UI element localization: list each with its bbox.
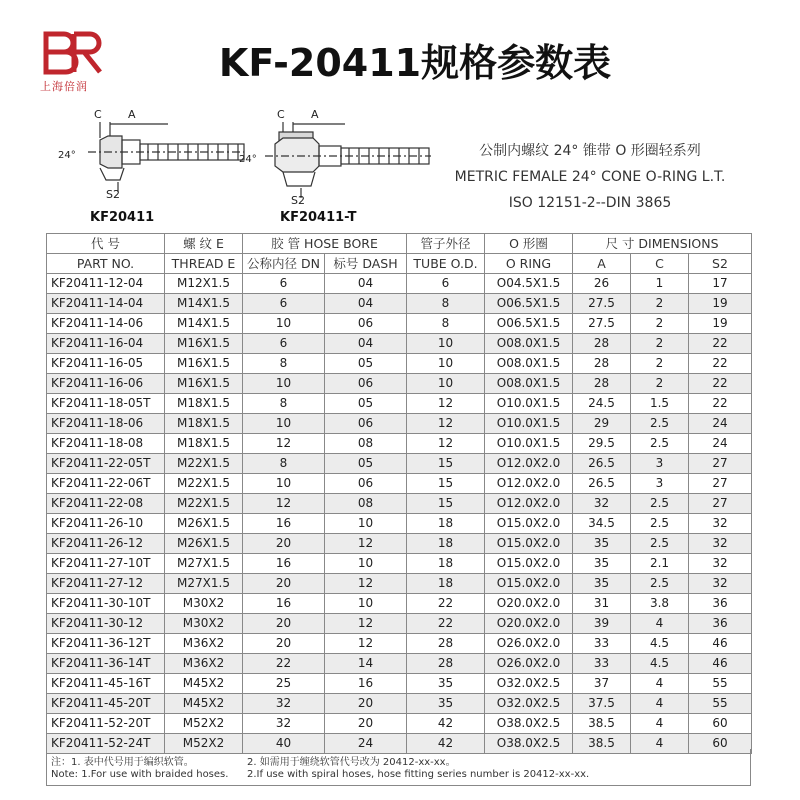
- o-ring-cell: O08.0X1.5: [485, 374, 573, 394]
- thread-cell: M16X1.5: [165, 374, 243, 394]
- tube-od-cell: 22: [407, 594, 485, 614]
- dash-cell: 20: [325, 714, 407, 734]
- dim-c-label: C: [94, 108, 102, 121]
- dash-cell: 16: [325, 674, 407, 694]
- table-row: [47, 374, 752, 394]
- series-cn: 公制内螺纹 24° 锥带 O 形圈轻系列: [479, 143, 701, 159]
- part-no-cell: KF20411-27-10T: [47, 554, 165, 574]
- dim-c-cell: 2.5: [631, 434, 689, 454]
- table-row: [47, 594, 752, 614]
- header-dn: 公称内径 DN: [243, 254, 325, 274]
- tube-od-cell: 12: [407, 394, 485, 414]
- dn-cell: 32: [243, 714, 325, 734]
- dim-s2-cell: 32: [689, 514, 752, 534]
- series-en: METRIC FEMALE 24° CONE O-RING L.T.: [454, 169, 726, 185]
- dim-c-cell: 2.5: [631, 574, 689, 594]
- o-ring-cell: O32.0X2.5: [485, 674, 573, 694]
- header-dimensions: 尺 寸 DIMENSIONS: [573, 234, 752, 254]
- o-ring-cell: O38.0X2.5: [485, 714, 573, 734]
- header-thread-e: THREAD E: [165, 254, 243, 274]
- dim-a-cell: 26: [573, 274, 631, 294]
- dn-cell: 12: [243, 434, 325, 454]
- table-row: [47, 614, 752, 634]
- tube-od-cell: 42: [407, 714, 485, 734]
- dim-a-cell: 38.5: [573, 714, 631, 734]
- table-header-row-en: [47, 254, 752, 274]
- o-ring-cell: O32.0X2.5: [485, 694, 573, 714]
- part-no-cell: KF20411-30-12: [47, 614, 165, 634]
- part-no-cell: KF20411-36-12T: [47, 634, 165, 654]
- dn-cell: 22: [243, 654, 325, 674]
- dim-a-cell: 26.5: [573, 454, 631, 474]
- part-no-cell: KF20411-12-04: [47, 274, 165, 294]
- part-no-cell: KF20411-22-08: [47, 494, 165, 514]
- dim-s2-cell: 24: [689, 434, 752, 454]
- o-ring-cell: O10.0X1.5: [485, 414, 573, 434]
- dim-a-cell: 37.5: [573, 694, 631, 714]
- header-part-no: PART NO.: [47, 254, 165, 274]
- tube-od-cell: 28: [407, 634, 485, 654]
- dash-cell: 04: [325, 274, 407, 294]
- dash-cell: 12: [325, 634, 407, 654]
- tube-od-cell: 18: [407, 554, 485, 574]
- part-no-cell: KF20411-52-24T: [47, 734, 165, 754]
- brand-logo-text: 上海倍润: [40, 80, 88, 93]
- thread-cell: M52X2: [165, 734, 243, 754]
- dim-a-cell: 27.5: [573, 314, 631, 334]
- o-ring-cell: O26.0X2.0: [485, 654, 573, 674]
- dim-s2-label: S2: [106, 188, 120, 201]
- dim-s2-cell: 22: [689, 394, 752, 414]
- thread-cell: M16X1.5: [165, 334, 243, 354]
- o-ring-cell: O06.5X1.5: [485, 314, 573, 334]
- part-no-cell: KF20411-16-05: [47, 354, 165, 374]
- dim-s2-cell: 22: [689, 354, 752, 374]
- dim-s2-cell: 22: [689, 334, 752, 354]
- dim-a-cell: 29.5: [573, 434, 631, 454]
- tube-od-cell: 28: [407, 654, 485, 674]
- thread-cell: M22X1.5: [165, 454, 243, 474]
- thread-cell: M18X1.5: [165, 414, 243, 434]
- angle-label: 24°: [239, 154, 257, 165]
- dn-cell: 20: [243, 534, 325, 554]
- dash-cell: 05: [325, 394, 407, 414]
- dn-cell: 8: [243, 454, 325, 474]
- tube-od-cell: 15: [407, 474, 485, 494]
- dim-s2-cell: 60: [689, 734, 752, 754]
- dim-c-cell: 4: [631, 614, 689, 634]
- thread-cell: M12X1.5: [165, 274, 243, 294]
- table-row: [47, 714, 752, 734]
- dim-c-cell: 4: [631, 734, 689, 754]
- dim-c-cell: 3.8: [631, 594, 689, 614]
- dash-cell: 05: [325, 454, 407, 474]
- dim-c-cell: 2: [631, 374, 689, 394]
- dim-a-cell: 31: [573, 594, 631, 614]
- table-notes: [46, 749, 751, 786]
- dim-s2-cell: 19: [689, 314, 752, 334]
- dim-s2-cell: 32: [689, 534, 752, 554]
- dim-c-cell: 4: [631, 674, 689, 694]
- dim-c-cell: 3: [631, 454, 689, 474]
- dn-cell: 16: [243, 594, 325, 614]
- tube-od-cell: 8: [407, 314, 485, 334]
- thread-cell: M52X2: [165, 714, 243, 734]
- thread-cell: M22X1.5: [165, 494, 243, 514]
- series-standard: ISO 12151-2--DIN 3865: [508, 195, 672, 211]
- dim-s2-cell: 36: [689, 594, 752, 614]
- dn-cell: 8: [243, 394, 325, 414]
- dash-cell: 20: [325, 694, 407, 714]
- o-ring-cell: O08.0X1.5: [485, 334, 573, 354]
- dim-a-cell: 26.5: [573, 474, 631, 494]
- header-code: 代 号: [47, 234, 165, 254]
- dn-cell: 40: [243, 734, 325, 754]
- table-header-row-cn: [47, 234, 752, 254]
- header-dim-c: C: [631, 254, 689, 274]
- dim-a-cell: 28: [573, 354, 631, 374]
- dn-cell: 12: [243, 494, 325, 514]
- dim-c-cell: 2.5: [631, 534, 689, 554]
- note-en-2: 2.If use with spiral hoses, hose fitting series number is 20412-xx-xx.: [247, 769, 590, 780]
- part-no-cell: KF20411-22-05T: [47, 454, 165, 474]
- dim-a-cell: 35: [573, 534, 631, 554]
- dn-cell: 6: [243, 294, 325, 314]
- dim-c-cell: 3: [631, 474, 689, 494]
- header-tube: 管子外径: [407, 234, 485, 254]
- dim-a-cell: 35: [573, 554, 631, 574]
- dn-cell: 6: [243, 334, 325, 354]
- tube-od-cell: 35: [407, 694, 485, 714]
- thread-cell: M14X1.5: [165, 314, 243, 334]
- dim-c-cell: 2: [631, 294, 689, 314]
- thread-cell: M26X1.5: [165, 514, 243, 534]
- fitting-drawing-kf20411-t: [235, 108, 435, 208]
- dash-cell: 12: [325, 614, 407, 634]
- dim-c-cell: 2.5: [631, 414, 689, 434]
- thread-cell: M45X2: [165, 694, 243, 714]
- dim-c-cell: 2: [631, 334, 689, 354]
- table-row: [47, 494, 752, 514]
- thread-cell: M18X1.5: [165, 434, 243, 454]
- dim-a-cell: 24.5: [573, 394, 631, 414]
- dim-a-cell: 27.5: [573, 294, 631, 314]
- spec-table: [46, 233, 752, 754]
- table-row: [47, 474, 752, 494]
- o-ring-cell: O20.0X2.0: [485, 614, 573, 634]
- tube-od-cell: 18: [407, 574, 485, 594]
- dn-cell: 20: [243, 634, 325, 654]
- page-title: KF-20411规格参数表: [218, 41, 612, 85]
- table-row: [47, 354, 752, 374]
- part-no-cell: KF20411-30-10T: [47, 594, 165, 614]
- dn-cell: 10: [243, 374, 325, 394]
- tube-od-cell: 12: [407, 434, 485, 454]
- table-row: [47, 554, 752, 574]
- table-row: [47, 334, 752, 354]
- dim-c-cell: 4: [631, 714, 689, 734]
- table-row: [47, 694, 752, 714]
- dn-cell: 6: [243, 274, 325, 294]
- thread-cell: M30X2: [165, 594, 243, 614]
- tube-od-cell: 10: [407, 374, 485, 394]
- part-no-cell: KF20411-52-20T: [47, 714, 165, 734]
- part-no-cell: KF20411-16-04: [47, 334, 165, 354]
- dash-cell: 04: [325, 294, 407, 314]
- dash-cell: 06: [325, 374, 407, 394]
- dim-c-cell: 1.5: [631, 394, 689, 414]
- table-row: [47, 514, 752, 534]
- thread-cell: M14X1.5: [165, 294, 243, 314]
- dim-a-cell: 35: [573, 574, 631, 594]
- dim-c-label: C: [277, 108, 285, 121]
- table-row: [47, 294, 752, 314]
- table-row: [47, 674, 752, 694]
- dn-cell: 25: [243, 674, 325, 694]
- o-ring-cell: O26.0X2.0: [485, 634, 573, 654]
- tube-od-cell: 8: [407, 294, 485, 314]
- fitting-drawing-kf20411: [48, 108, 248, 203]
- dim-s2-cell: 60: [689, 714, 752, 734]
- table-row: [47, 574, 752, 594]
- tube-od-cell: 18: [407, 514, 485, 534]
- tube-od-cell: 22: [407, 614, 485, 634]
- dim-c-cell: 2: [631, 314, 689, 334]
- thread-cell: M27X1.5: [165, 574, 243, 594]
- dim-s2-cell: 55: [689, 674, 752, 694]
- dim-a-label: A: [311, 108, 319, 121]
- table-row: [47, 414, 752, 434]
- dim-c-cell: 2.5: [631, 494, 689, 514]
- o-ring-cell: O20.0X2.0: [485, 594, 573, 614]
- dim-c-cell: 4.5: [631, 634, 689, 654]
- drawing-caption-left: KF20411: [90, 210, 155, 225]
- part-no-cell: KF20411-14-04: [47, 294, 165, 314]
- dim-s2-cell: 22: [689, 374, 752, 394]
- part-no-cell: KF20411-27-12: [47, 574, 165, 594]
- dn-cell: 16: [243, 554, 325, 574]
- dim-s2-cell: 17: [689, 274, 752, 294]
- dim-a-cell: 28: [573, 374, 631, 394]
- note-cn-1: 注：1. 表中代号用于编织软管。: [51, 757, 194, 768]
- dn-cell: 10: [243, 414, 325, 434]
- dim-c-cell: 1: [631, 274, 689, 294]
- tube-od-cell: 10: [407, 334, 485, 354]
- part-no-cell: KF20411-18-06: [47, 414, 165, 434]
- angle-label: 24°: [58, 150, 76, 161]
- dim-s2-cell: 27: [689, 474, 752, 494]
- header-oring: O 形圈: [485, 234, 573, 254]
- table-row: [47, 274, 752, 294]
- part-no-cell: KF20411-18-08: [47, 434, 165, 454]
- tube-od-cell: 12: [407, 414, 485, 434]
- header-dash: 标号 DASH: [325, 254, 407, 274]
- o-ring-cell: O15.0X2.0: [485, 574, 573, 594]
- tube-od-cell: 6: [407, 274, 485, 294]
- thread-cell: M18X1.5: [165, 394, 243, 414]
- table-row: [47, 314, 752, 334]
- o-ring-cell: O12.0X2.0: [485, 454, 573, 474]
- header-dim-s2: S2: [689, 254, 752, 274]
- part-no-cell: KF20411-18-05T: [47, 394, 165, 414]
- tube-od-cell: 15: [407, 494, 485, 514]
- part-no-cell: KF20411-36-14T: [47, 654, 165, 674]
- o-ring-cell: O04.5X1.5: [485, 274, 573, 294]
- dim-a-cell: 32: [573, 494, 631, 514]
- dim-c-cell: 2: [631, 354, 689, 374]
- o-ring-cell: O06.5X1.5: [485, 294, 573, 314]
- dash-cell: 12: [325, 534, 407, 554]
- table-row: [47, 534, 752, 554]
- dim-s2-cell: 24: [689, 414, 752, 434]
- thread-cell: M26X1.5: [165, 534, 243, 554]
- part-no-cell: KF20411-16-06: [47, 374, 165, 394]
- part-no-cell: KF20411-22-06T: [47, 474, 165, 494]
- o-ring-cell: O08.0X1.5: [485, 354, 573, 374]
- header-o-ring: O RING: [485, 254, 573, 274]
- table-row: [47, 394, 752, 414]
- header-hose-bore: 胶 管 HOSE BORE: [243, 234, 407, 254]
- thread-cell: M22X1.5: [165, 474, 243, 494]
- tube-od-cell: 35: [407, 674, 485, 694]
- tube-od-cell: 10: [407, 354, 485, 374]
- thread-cell: M27X1.5: [165, 554, 243, 574]
- dim-a-cell: 33: [573, 634, 631, 654]
- dim-c-cell: 4: [631, 694, 689, 714]
- dash-cell: 05: [325, 354, 407, 374]
- part-no-cell: KF20411-45-20T: [47, 694, 165, 714]
- table-row: [47, 454, 752, 474]
- dim-a-cell: 29: [573, 414, 631, 434]
- part-no-cell: KF20411-26-10: [47, 514, 165, 534]
- header-tube-od: TUBE O.D.: [407, 254, 485, 274]
- dim-a-cell: 37: [573, 674, 631, 694]
- dim-s2-cell: 46: [689, 654, 752, 674]
- dim-c-cell: 4.5: [631, 654, 689, 674]
- dn-cell: 20: [243, 614, 325, 634]
- o-ring-cell: O15.0X2.0: [485, 554, 573, 574]
- dn-cell: 10: [243, 474, 325, 494]
- table-row: [47, 654, 752, 674]
- dn-cell: 10: [243, 314, 325, 334]
- tube-od-cell: 15: [407, 454, 485, 474]
- dash-cell: 24: [325, 734, 407, 754]
- dash-cell: 06: [325, 314, 407, 334]
- o-ring-cell: O15.0X2.0: [485, 534, 573, 554]
- series-description: [430, 138, 750, 216]
- thread-cell: M16X1.5: [165, 354, 243, 374]
- part-no-cell: KF20411-14-06: [47, 314, 165, 334]
- tube-od-cell: 42: [407, 734, 485, 754]
- table-row: [47, 434, 752, 454]
- dash-cell: 06: [325, 414, 407, 434]
- dim-s2-label: S2: [291, 194, 305, 207]
- part-no-cell: KF20411-45-16T: [47, 674, 165, 694]
- o-ring-cell: O12.0X2.0: [485, 494, 573, 514]
- dash-cell: 10: [325, 514, 407, 534]
- dim-c-cell: 2.1: [631, 554, 689, 574]
- header-dim-a: A: [573, 254, 631, 274]
- thread-cell: M36X2: [165, 634, 243, 654]
- dash-cell: 14: [325, 654, 407, 674]
- dim-a-cell: 38.5: [573, 734, 631, 754]
- dim-s2-cell: 19: [689, 294, 752, 314]
- dim-s2-cell: 32: [689, 554, 752, 574]
- thread-cell: M30X2: [165, 614, 243, 634]
- dash-cell: 10: [325, 594, 407, 614]
- dash-cell: 04: [325, 334, 407, 354]
- dn-cell: 32: [243, 694, 325, 714]
- dash-cell: 08: [325, 434, 407, 454]
- o-ring-cell: O10.0X1.5: [485, 394, 573, 414]
- note-en-1: Note: 1.For use with braided hoses.: [51, 769, 229, 780]
- dim-a-label: A: [128, 108, 136, 121]
- dim-a-cell: 28: [573, 334, 631, 354]
- dim-s2-cell: 27: [689, 454, 752, 474]
- part-no-cell: KF20411-26-12: [47, 534, 165, 554]
- dash-cell: 12: [325, 574, 407, 594]
- dim-s2-cell: 27: [689, 494, 752, 514]
- tube-od-cell: 18: [407, 534, 485, 554]
- dim-a-cell: 39: [573, 614, 631, 634]
- dn-cell: 20: [243, 574, 325, 594]
- dn-cell: 16: [243, 514, 325, 534]
- dim-a-cell: 34.5: [573, 514, 631, 534]
- o-ring-cell: O10.0X1.5: [485, 434, 573, 454]
- dim-c-cell: 2.5: [631, 514, 689, 534]
- note-cn-2: 2. 如需用于缠绕软管代号改为 20412-xx-xx。: [247, 757, 456, 768]
- drawing-caption-right: KF20411-T: [280, 210, 357, 225]
- thread-cell: M36X2: [165, 654, 243, 674]
- o-ring-cell: O38.0X2.5: [485, 734, 573, 754]
- thread-cell: M45X2: [165, 674, 243, 694]
- o-ring-cell: O15.0X2.0: [485, 514, 573, 534]
- table-row: [47, 634, 752, 654]
- dim-s2-cell: 46: [689, 634, 752, 654]
- dash-cell: 10: [325, 554, 407, 574]
- dim-s2-cell: 32: [689, 574, 752, 594]
- dash-cell: 06: [325, 474, 407, 494]
- dash-cell: 08: [325, 494, 407, 514]
- dim-s2-cell: 36: [689, 614, 752, 634]
- dn-cell: 8: [243, 354, 325, 374]
- header-thread: 螺 纹 E: [165, 234, 243, 254]
- dim-s2-cell: 55: [689, 694, 752, 714]
- o-ring-cell: O12.0X2.0: [485, 474, 573, 494]
- dim-a-cell: 33: [573, 654, 631, 674]
